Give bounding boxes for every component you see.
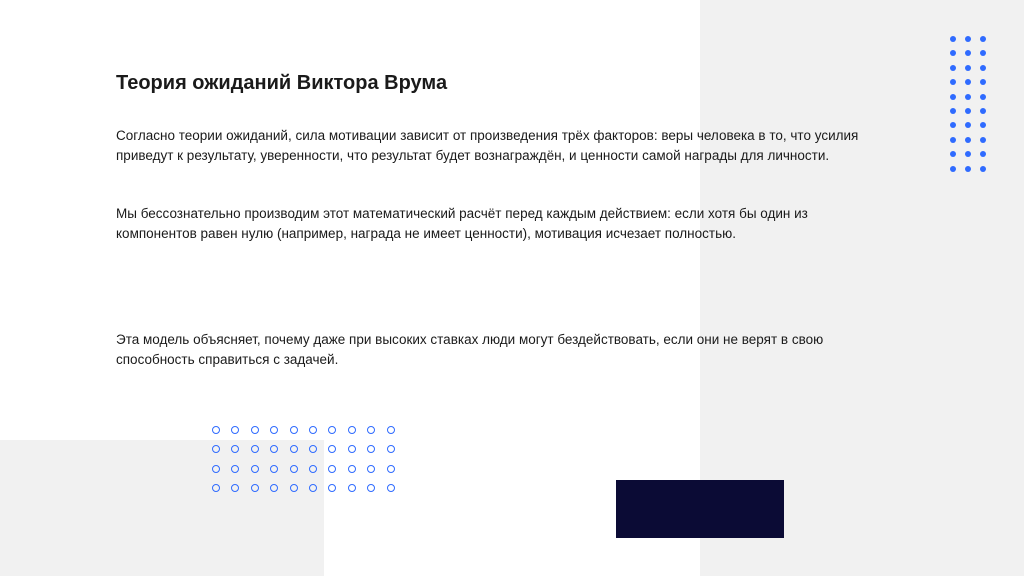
- decorative-dot: [965, 36, 971, 42]
- decorative-ring: [290, 465, 298, 473]
- decorative-dot: [950, 79, 956, 85]
- decorative-ring: [251, 484, 259, 492]
- slide-title: Теория ожиданий Виктора Врума: [116, 72, 448, 94]
- decorative-ring: [387, 445, 395, 453]
- decorative-ring: [212, 445, 220, 453]
- decorative-ring: [212, 465, 220, 473]
- decorative-navy-block: [616, 480, 784, 538]
- decorative-dot: [980, 137, 986, 143]
- decorative-ring: [387, 426, 395, 434]
- decorative-dot: [980, 122, 986, 128]
- decorative-dot: [965, 137, 971, 143]
- decorative-ring: [348, 445, 356, 453]
- decorative-ring: [367, 465, 375, 473]
- decorative-dot: [980, 94, 986, 100]
- decorative-ring: [309, 445, 317, 453]
- decorative-ring: [290, 484, 298, 492]
- decorative-dot: [950, 50, 956, 56]
- decorative-ring: [328, 465, 336, 473]
- paragraph-2: Мы бессознательно производим этот математический расчёт перед каждым действием: если хотя бы один из компонентов равен нулю (например, награда не имеет ценности), мотивация исчезает полностью.: [116, 206, 808, 241]
- decorative-ring: [348, 426, 356, 434]
- decorative-ring: [309, 426, 317, 434]
- decorative-ring: [231, 484, 239, 492]
- decorative-dot: [965, 108, 971, 114]
- decorative-dot: [980, 151, 986, 157]
- decorative-dot: [950, 151, 956, 157]
- decorative-ring: [387, 465, 395, 473]
- decorative-ring: [348, 484, 356, 492]
- decorative-dot: [950, 36, 956, 42]
- decorative-ring: [290, 426, 298, 434]
- decorative-dot: [980, 50, 986, 56]
- decorative-dot: [965, 79, 971, 85]
- decorative-ring: [270, 426, 278, 434]
- decorative-dot: [965, 151, 971, 157]
- decorative-dot: [965, 50, 971, 56]
- decorative-dot: [950, 122, 956, 128]
- paragraph-3: Эта модель объясняет, почему даже при высоких ставках люди могут бездействовать, если они не верят в свою способность справиться с задачей.: [116, 332, 824, 367]
- decorative-dot: [965, 94, 971, 100]
- decorative-dot: [950, 137, 956, 143]
- decorative-ring: [212, 484, 220, 492]
- decorative-dot: [980, 36, 986, 42]
- decorative-ring: [328, 426, 336, 434]
- decorative-ring: [367, 445, 375, 453]
- decorative-ring: [212, 426, 220, 434]
- decorative-ring: [387, 484, 395, 492]
- decorative-ring: [309, 465, 317, 473]
- decorative-ring: [231, 426, 239, 434]
- decorative-ring: [328, 445, 336, 453]
- decorative-ring: [270, 484, 278, 492]
- decorative-ring: [290, 445, 298, 453]
- paragraph-1: Согласно теории ожиданий, сила мотивации зависит от произведения трёх факторов: веры человека в то, что усилия приведут к результату, уверенности, что результат будет вознаграждён, и ценности самой награды для личности.: [116, 128, 859, 163]
- decorative-dot: [980, 108, 986, 114]
- decorative-dot: [950, 166, 956, 172]
- decorative-ring-grid: [212, 426, 402, 496]
- decorative-ring: [251, 426, 259, 434]
- decorative-ring: [231, 465, 239, 473]
- decorative-ring: [270, 465, 278, 473]
- decorative-dot: [965, 166, 971, 172]
- decorative-ring: [348, 465, 356, 473]
- decorative-dot: [980, 166, 986, 172]
- decorative-dot: [950, 94, 956, 100]
- decorative-ring: [367, 426, 375, 434]
- decorative-dot-grid: [950, 36, 990, 176]
- decorative-ring: [367, 484, 375, 492]
- decorative-dot: [965, 122, 971, 128]
- decorative-dot: [950, 65, 956, 71]
- decorative-ring: [231, 445, 239, 453]
- decorative-ring: [309, 484, 317, 492]
- decorative-dot: [965, 65, 971, 71]
- decorative-dot: [980, 79, 986, 85]
- decorative-ring: [251, 465, 259, 473]
- decorative-ring: [251, 445, 259, 453]
- decorative-dot: [980, 65, 986, 71]
- decorative-dot: [950, 108, 956, 114]
- decorative-ring: [328, 484, 336, 492]
- decorative-ring: [270, 445, 278, 453]
